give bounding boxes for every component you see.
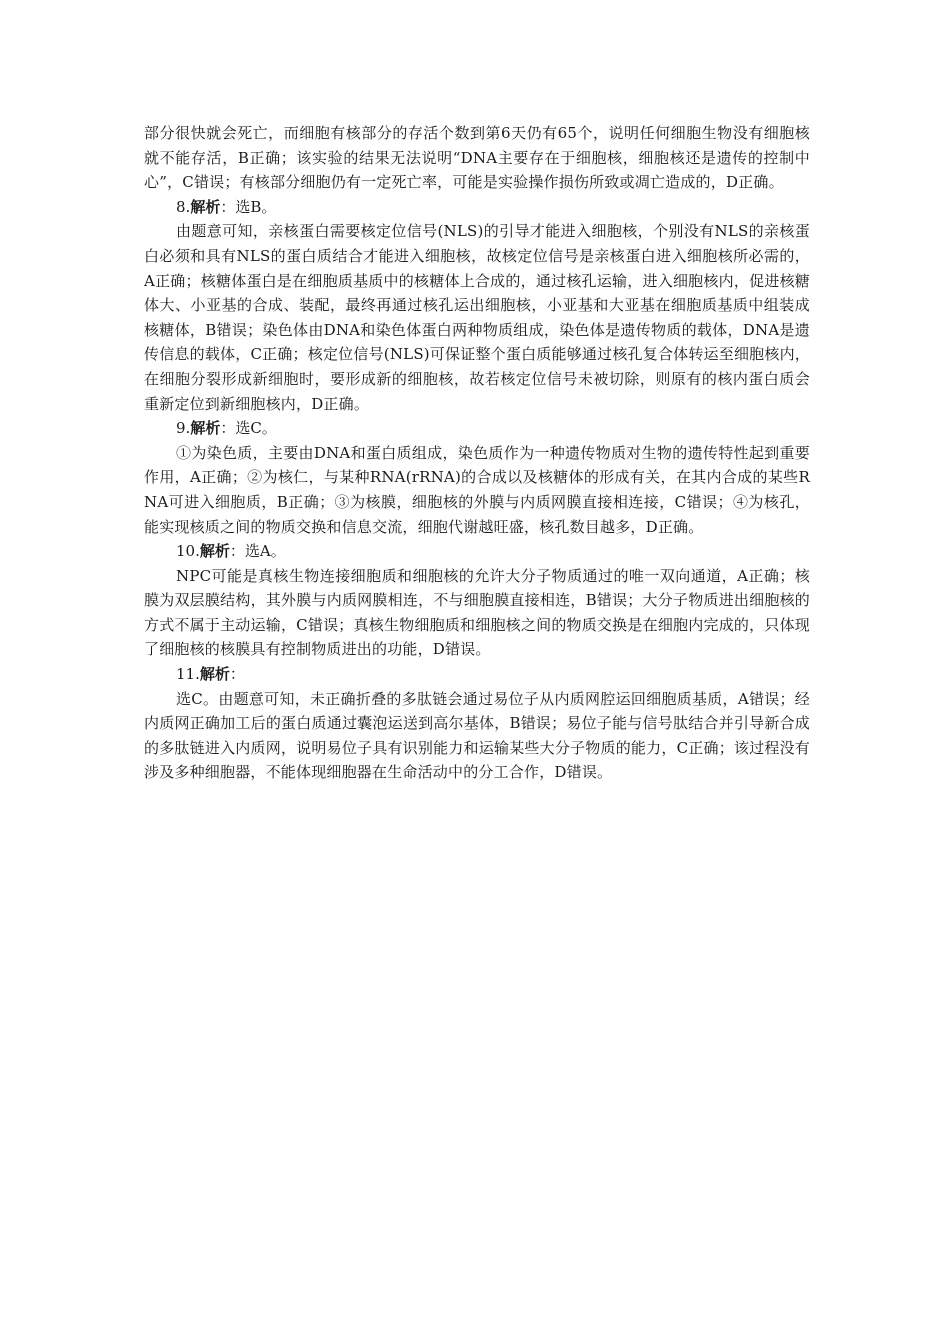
q8-answer: ：选B。	[220, 197, 277, 216]
q11-number: 11.	[176, 665, 200, 684]
q9-answer: ：选C。	[220, 419, 277, 438]
q11-answer: ：	[229, 665, 245, 684]
q8-label: 解析	[190, 197, 221, 216]
q9-label: 解析	[190, 419, 221, 438]
q10-label: 解析	[199, 542, 230, 561]
document-page	[144, 121, 810, 785]
q9-explanation: ①为染色质，主要由DNA和蛋白质组成，染色质作为一种遗传物质对生物的遗传特性起到重要作用，A正确；②为核仁，与某种RNA(rRNA)的合成以及核糖体的形成有关，在其内合成的某些RNA可进入细胞质，B正确；③为核膜，细胞核的外膜与内质网膜直接相连接，C错误；④为核孔，能实现核质之间的物质交换和信息交流，细胞代谢越旺盛，核孔数目越多，D正确。	[144, 443, 810, 536]
q11-heading	[144, 662, 810, 687]
q10-heading	[144, 539, 810, 564]
intro-paragraph: 部分很快就会死亡，而细胞有核部分的存活个数到第6天仍有65个，说明任何细胞生物没有细胞核就不能存活，B正确；该实验的结果无法说明“DNA主要存在于细胞核，细胞核还是遗传的控制中心”，C错误；有核部分细胞仍有一定死亡率，可能是实验操作损伤所致或凋亡造成的，D正确。	[144, 124, 810, 192]
q9-heading	[144, 416, 810, 441]
q10-answer: ：选A。	[229, 542, 286, 561]
q8-explanation: 由题意可知，亲核蛋白需要核定位信号(NLS)的引导才能进入细胞核，个别没有NLS的亲核蛋白必须和具有NLS的蛋白质结合才能进入细胞核，故核定位信号是亲核蛋白进入细胞核所必需的，A正确；核糖体蛋白是在细胞质基质中的核糖体上合成的，通过核孔运输，进入细胞核内，促进核糖体大、小亚基的合成、装配，最终再通过核孔运出细胞核，小亚基和大亚基在细胞质基质中组装成核糖体，B错误；染色体由DNA和染色体蛋白两种物质组成，染色体是遗传物质的载体，DNA是遗传信息的载体，C正确；核定位信号(NLS)可保证整个蛋白质能够通过核孔复合体转运至细胞核内，在细胞分裂形成新细胞时，要形成新的细胞核，故若核定位信号未被切除，则原有的核内蛋白质会重新定位到新细胞核内，D正确。	[144, 222, 810, 413]
q8-number: 8.	[176, 197, 191, 216]
q8-heading	[144, 195, 810, 220]
q11-explanation: 选C。由题意可知，未正确折叠的多肽链会通过易位子从内质网腔运回细胞质基质，A错误；经内质网正确加工后的蛋白质通过囊泡运送到高尔基体，B错误；易位子能与信号肽结合并引导新合成的多肽链进入内质网，说明易位子具有识别能力和运输某些大分子物质的能力，C正确；该过程没有涉及多种细胞器，不能体现细胞器在生命活动中的分工合作，D错误。	[144, 689, 810, 782]
q9-number: 9.	[176, 419, 191, 438]
q11-label: 解析	[199, 665, 230, 684]
q10-explanation: NPC可能是真核生物连接细胞质和细胞核的允许大分子物质通过的唯一双向通道，A正确；核膜为双层膜结构，其外膜与内质网膜相连，不与细胞膜直接相连，B错误；大分子物质进出细胞核的方式不属于主动运输，C错误；真核生物细胞质和细胞核之间的物质交换是在细胞内完成的，只体现了细胞核的核膜具有控制物质进出的功能，D错误。	[144, 566, 810, 659]
q10-number: 10.	[176, 542, 200, 561]
